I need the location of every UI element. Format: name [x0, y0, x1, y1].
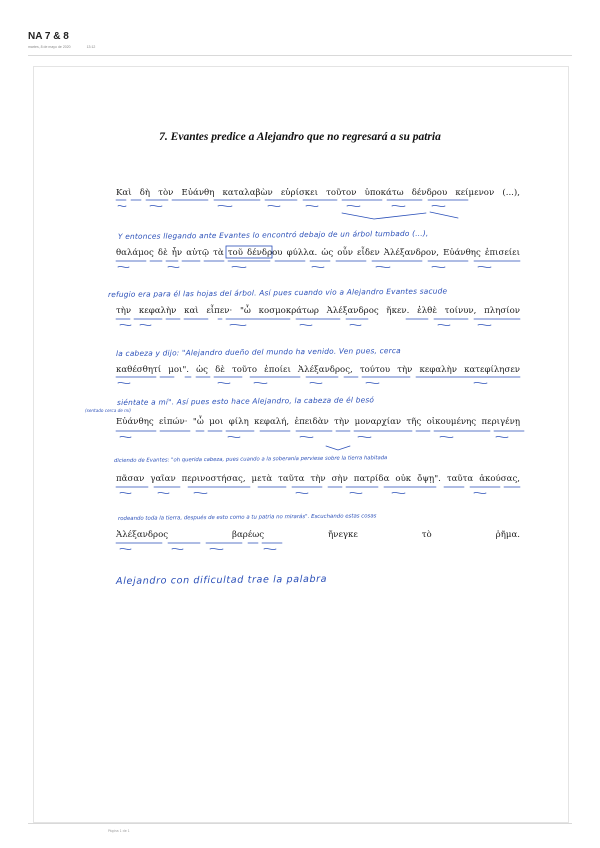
- greek-line-4: καθέσθητί μοι". ὡς δὲ τοῦτο ἐποίει Ἀλέξανδρος, τούτου τὴν κεφαλὴν κατεφίλησεν: [116, 365, 520, 375]
- page-number: Página 1 de 1: [108, 829, 130, 833]
- greek-line-5: Εὐάνθης εἰπών· "ὦ μοι φίλη κεφαλή, ἐπειδὰν τὴν μοναρχίαν τῆς οἰκουμένης περιγένῃ: [116, 417, 520, 427]
- translation-line-1: Y entonces llegando ante Evantes lo encontró debajo de un árbol tumbado (...),: [117, 228, 429, 241]
- translation-line-3: la cabeza y dijo: "Alejandro dueño del mundo ha venido. Ven pues, cerca: [115, 346, 401, 358]
- translation-line-2: refugio era para él las hojas del árbol. Así pues cuando vio a Alejandro Evantes sacude: [107, 286, 448, 299]
- footer-divider: [28, 823, 572, 824]
- greek-line-7: Ἀλέξανδρος βαρέως ἤνεγκε τὸ ῥῆμα.: [116, 530, 520, 540]
- greek-line-6: πᾶσαν γαῖαν περινοστήσας, μετὰ ταῦτα τὴν σὴν πατρίδα οὐκ ὄψῃ". ταῦτα ἀκούσας,: [116, 474, 520, 484]
- exercise-heading: 7. Evantes predice a Alejandro que no regresará a su patria: [159, 131, 441, 143]
- translation-line-7: Alejandro con dificultad trae la palabra: [115, 573, 328, 587]
- translation-line-4: siéntate a mí". Así pues esto hace Alejandro, la cabeza de él besó: [116, 395, 375, 407]
- margin-note: (sentado cerca de mí): [85, 408, 132, 413]
- greek-line-1: Καὶ δὴ τὸν Εὐάνθη καταλαβὼν εὑρίσκει τοῦτον ὑποκάτω δένδρου κείμενον (...),: [116, 188, 520, 198]
- note-title: NA 7 & 8: [28, 31, 69, 42]
- greek-line-2: θαλάμος δὲ ἦν αὐτῷ τὰ τοῦ δένδρου φύλλα. ὡς οὖν εἶδεν Ἀλέξανδρον, Εὐάνθης ἐπισείει: [116, 248, 520, 258]
- note-time: 13:12: [86, 45, 96, 49]
- translation-line-5: diciendo de Evantes: "oh querida cabeza, pues cuando a la soberanía perviese sobre la tierra habitada: [113, 455, 388, 464]
- note-date: martes, 8 de mayo de 2020: [28, 45, 71, 49]
- translation-line-6: rodeando toda la tierra, después de esto como a tu patria no mirarás". Escuchando estas cosas: [117, 513, 377, 522]
- greek-line-3: τὴν κεφαλὴν καὶ εἶπεν· "ὦ κοσμοκράτωρ Ἀλέξανδρος ἥκεν. ἐλθὲ τοίνυν, πλησίον: [116, 306, 520, 316]
